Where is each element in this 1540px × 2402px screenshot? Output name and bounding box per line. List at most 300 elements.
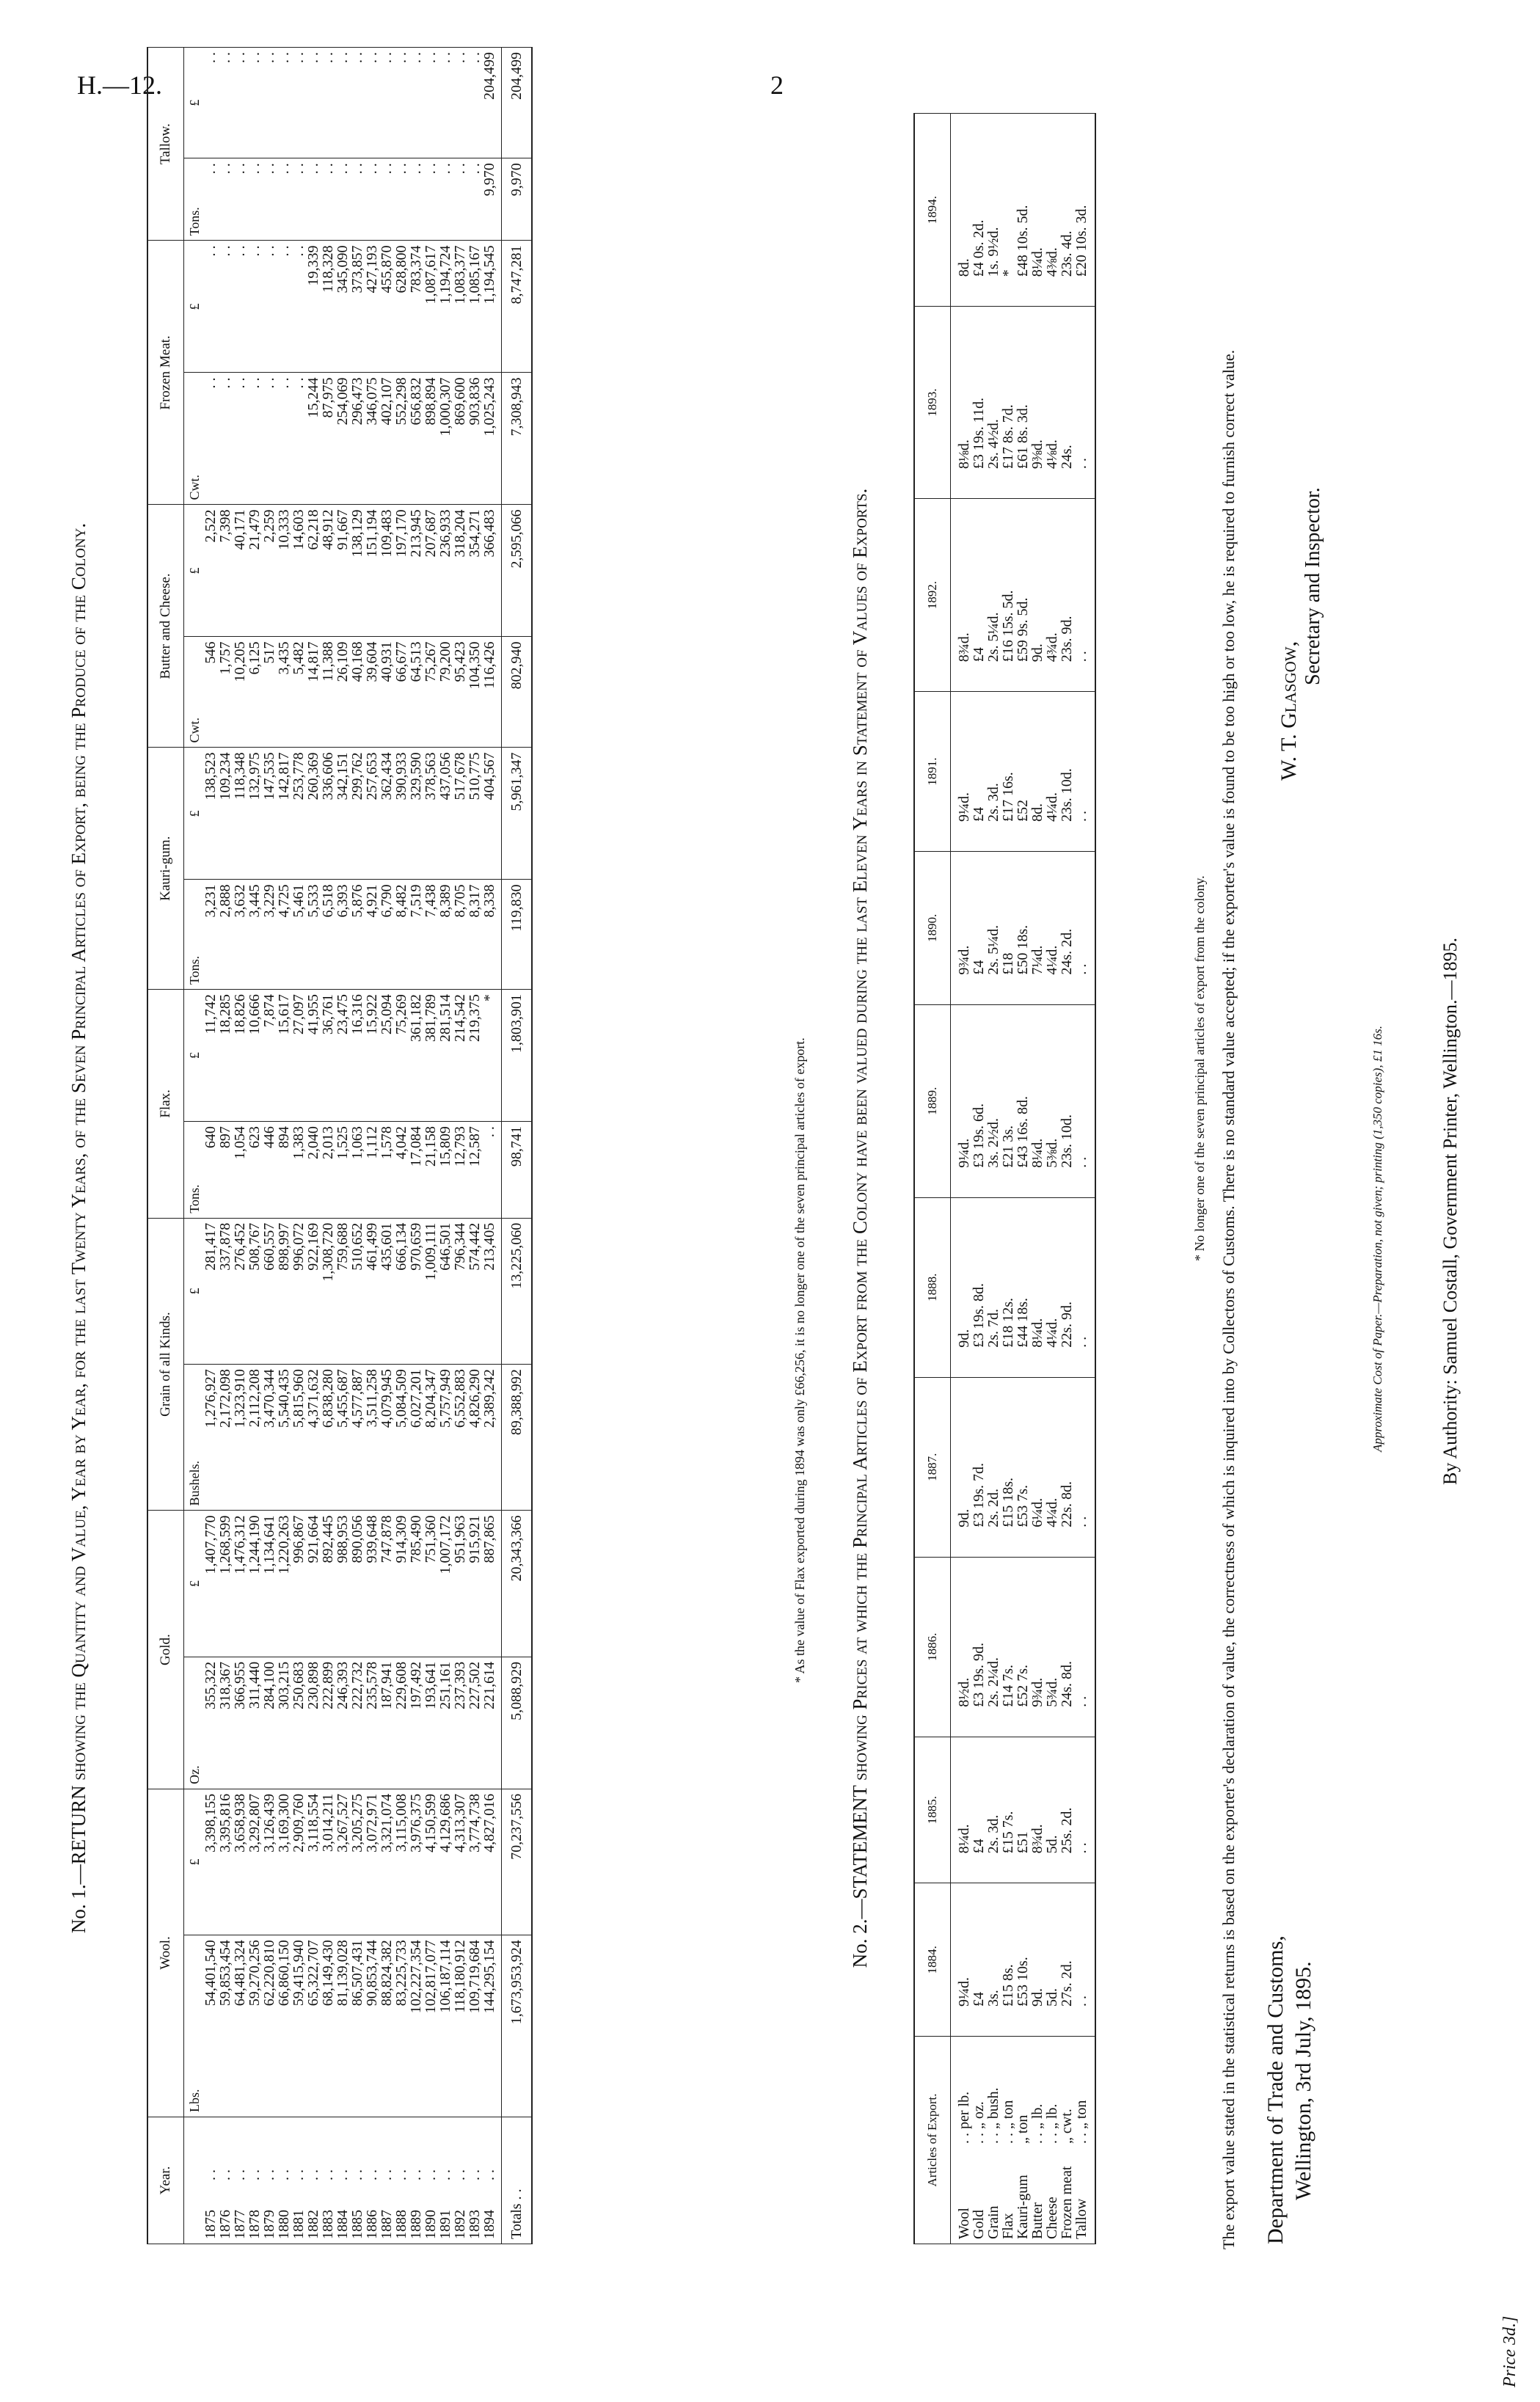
- totals-label: Totals . .: [502, 2117, 533, 2244]
- leader-dots: . .: [247, 2169, 263, 2180]
- year-value: 1886: [364, 2210, 380, 2239]
- article-name: Gold: [971, 2210, 987, 2239]
- price-cell: 3s.: [986, 1883, 1001, 2037]
- value-cell: 4,921: [365, 880, 379, 990]
- value-cell: . .: [247, 158, 262, 241]
- value-cell: 623: [247, 1122, 262, 1219]
- value-cell: 4,826,290: [467, 1365, 482, 1511]
- price-cell: £48 10s. 5d.: [1015, 114, 1030, 307]
- year-column-header: 1885.: [914, 1737, 951, 1883]
- article-name: Cheese: [1044, 2197, 1060, 2239]
- total-cell: 119,830: [502, 880, 533, 990]
- value-cell: 3,205,275: [350, 1789, 365, 1935]
- price-cell: £17 16s.: [1001, 692, 1015, 852]
- leader-dots: . .: [364, 2169, 380, 2180]
- value-cell: . .: [247, 241, 262, 373]
- department-block: [1262, 1935, 1318, 2244]
- leader-dots: . .: [305, 2169, 321, 2180]
- value-cell: 337,878: [218, 1218, 233, 1364]
- value-cell: 7,519: [409, 880, 423, 990]
- article-name: Wool: [956, 2208, 972, 2239]
- year-column-header: 1887.: [914, 1377, 951, 1557]
- gold-header: Gold.: [147, 1511, 184, 1789]
- article-cell: [951, 2037, 972, 2244]
- article-cell: [1059, 2037, 1074, 2244]
- value-cell: 5,455,687: [335, 1365, 350, 1511]
- value-cell: 898,894: [423, 373, 438, 505]
- value-cell: 1,194,545: [482, 241, 502, 373]
- price-cell: £3 19s. 7d.: [971, 1377, 986, 1557]
- value-cell: 988,953: [335, 1511, 350, 1657]
- unit-label: Bushels.: [184, 1365, 202, 1511]
- value-cell: . .: [321, 158, 335, 241]
- value-cell: 5,540,435: [277, 1365, 291, 1511]
- value-cell: 402,107: [379, 373, 394, 505]
- unit-label: £: [184, 1511, 202, 1657]
- table1-title: [66, 128, 91, 2329]
- year-header: Year.: [147, 2117, 184, 2244]
- value-cell: 12,793: [453, 1122, 467, 1219]
- value-cell: 1,054: [233, 1122, 247, 1219]
- value-cell: 404,567: [482, 748, 502, 880]
- article-cell: [1015, 2037, 1030, 2244]
- value-cell: 116,426: [482, 637, 502, 748]
- value-cell: 18,285: [218, 990, 233, 1122]
- value-cell: 106,187,114: [438, 1935, 453, 2117]
- unit-label: £: [184, 1789, 202, 1935]
- table1-footnote: * As the value of Flax exported during 1894 was only £66,256, it is no longer one of the seven principal articles of export.: [792, 1037, 807, 1683]
- value-cell: . .: [365, 158, 379, 241]
- value-cell: 4,129,686: [438, 1789, 453, 1935]
- total-cell: 98,741: [502, 1122, 533, 1219]
- article-unit: . . „ ton: [1000, 2100, 1016, 2144]
- value-cell: 552,298: [394, 373, 409, 505]
- table1-units-row: [184, 48, 202, 2244]
- article-unit: . . „ lb.: [1029, 2103, 1045, 2144]
- value-cell: 251,161: [438, 1657, 453, 1789]
- value-cell: 40,171: [233, 505, 247, 637]
- value-cell: 1,007,172: [438, 1511, 453, 1657]
- leader-dots: . .: [349, 2169, 365, 2180]
- value-cell: 197,170: [394, 505, 409, 637]
- value-cell: 336,606: [321, 748, 335, 880]
- tallow-header: Tallow.: [147, 48, 184, 241]
- value-cell: 2,112,208: [247, 1365, 262, 1511]
- value-cell: 109,719,684: [467, 1935, 482, 2117]
- price-label: Price 3d.]: [1500, 2315, 1519, 2387]
- price-cell: 5¾d.: [1045, 1557, 1059, 1737]
- year-cell: [482, 2117, 502, 2244]
- total-cell: 70,237,556: [502, 1789, 533, 1935]
- value-cell: 104,350: [467, 637, 482, 748]
- value-cell: . .: [482, 1122, 502, 1219]
- table1: [147, 47, 533, 2244]
- value-cell: . .: [247, 373, 262, 505]
- value-cell: 16,316: [350, 990, 365, 1122]
- value-cell: 3,126,439: [262, 1789, 277, 1935]
- price-cell: £52: [1015, 692, 1030, 852]
- year-cell: [247, 2117, 262, 2244]
- price-cell: 8¼d.: [951, 1737, 972, 1883]
- value-cell: 1,220,263: [277, 1511, 291, 1657]
- value-cell: 1,112: [365, 1122, 379, 1219]
- price-cell: £4: [971, 1737, 986, 1883]
- value-cell: 250,683: [291, 1657, 306, 1789]
- value-cell: 219,375: [467, 990, 482, 1122]
- value-cell: 66,860,150: [277, 1935, 291, 2117]
- value-cell: . .: [291, 48, 306, 158]
- year-column-header: 1889.: [914, 1004, 951, 1197]
- year-cell: [291, 2117, 306, 2244]
- price-cell: £3 19s. 6d.: [971, 1004, 986, 1197]
- value-cell: 517,678: [453, 748, 467, 880]
- price-cell: 2s. 2¼d.: [986, 1557, 1001, 1737]
- value-cell: 66,677: [394, 637, 409, 748]
- value-cell: 221,614: [482, 1657, 502, 1789]
- value-cell: . .: [277, 241, 291, 373]
- article-unit: . . per lb.: [956, 2091, 972, 2144]
- value-cell: . .: [291, 241, 306, 373]
- value-cell: 1,087,617: [423, 241, 438, 373]
- value-cell: 222,899: [321, 1657, 335, 1789]
- value-cell: 109,234: [218, 748, 233, 880]
- table-row: [379, 48, 394, 2244]
- value-cell: . .: [291, 158, 306, 241]
- value-cell: 785,490: [409, 1511, 423, 1657]
- value-cell: . .: [321, 48, 335, 158]
- value-cell: 3,435: [277, 637, 291, 748]
- value-cell: 437,056: [438, 748, 453, 880]
- value-cell: 311,440: [247, 1657, 262, 1789]
- year-cell: [350, 2117, 365, 2244]
- cost-note: Approximate Cost of Paper.—Preparation, not given; printing (1,350 copies), £1 16s.: [1371, 1026, 1384, 1452]
- value-cell: 6,393: [335, 880, 350, 990]
- year-value: 1884: [335, 2210, 351, 2239]
- value-cell: 3,292,807: [247, 1789, 262, 1935]
- signatory-title: Secretary and Inspector.: [1302, 487, 1324, 685]
- value-cell: 6,518: [321, 880, 335, 990]
- table-row: [262, 48, 277, 2244]
- price-cell: 9d.: [1030, 1883, 1045, 2037]
- year-cell: [277, 2117, 291, 2244]
- price-cell: . .: [1074, 1557, 1095, 1737]
- year-value: 1875: [202, 2210, 219, 2239]
- value-cell: 26,109: [335, 637, 350, 748]
- price-cell: *: [1001, 114, 1015, 307]
- value-cell: 783,374: [409, 241, 423, 373]
- price-cell: 5⅜d.: [1045, 1004, 1059, 1197]
- value-cell: 2,389,242: [482, 1365, 502, 1511]
- value-cell: 3,632: [233, 880, 247, 990]
- value-cell: 40,168: [350, 637, 365, 748]
- value-cell: . .: [467, 48, 482, 158]
- article-cell: [1074, 2037, 1095, 2244]
- value-cell: 253,778: [291, 748, 306, 880]
- value-cell: 81,139,028: [335, 1935, 350, 2117]
- article-name: Grain: [985, 2205, 1001, 2239]
- value-cell: 284,100: [262, 1657, 277, 1789]
- value-cell: 3,470,344: [262, 1365, 277, 1511]
- price-cell: . .: [1074, 692, 1095, 852]
- table-row: [350, 48, 365, 2244]
- table-row: [1045, 114, 1059, 2244]
- value-cell: 914,309: [394, 1511, 409, 1657]
- price-cell: £4: [971, 851, 986, 1004]
- value-cell: . .: [233, 241, 247, 373]
- price-cell: £3 19s. 11d.: [971, 307, 986, 499]
- price-cell: £16 15s. 5d.: [1001, 499, 1015, 692]
- price-cell: 4¼d.: [1045, 1197, 1059, 1377]
- value-cell: 427,193: [365, 241, 379, 373]
- value-cell: 235,578: [365, 1657, 379, 1789]
- table-row: [971, 114, 986, 2244]
- value-cell: 11,742: [202, 990, 218, 1122]
- price-cell: 22s. 8d.: [1059, 1377, 1074, 1557]
- year-value: 1892: [452, 2210, 468, 2239]
- price-cell: £53 7s.: [1015, 1377, 1030, 1557]
- value-cell: 574,442: [467, 1218, 482, 1364]
- price-cell: £18: [1001, 851, 1015, 1004]
- value-cell: 3,658,938: [233, 1789, 247, 1935]
- value-cell: 18,826: [233, 990, 247, 1122]
- value-cell: 378,563: [423, 748, 438, 880]
- article-cell: [986, 2037, 1001, 2244]
- value-cell: 187,941: [379, 1657, 394, 1789]
- value-cell: 390,933: [394, 748, 409, 880]
- value-cell: 1,085,167: [467, 241, 482, 373]
- value-cell: 3,072,971: [365, 1789, 379, 1935]
- price-cell: . .: [1074, 1197, 1095, 1377]
- value-cell: 4,042: [394, 1122, 409, 1219]
- value-cell: 892,445: [321, 1511, 335, 1657]
- price-cell: £50 18s.: [1015, 851, 1030, 1004]
- value-cell: 3,321,074: [379, 1789, 394, 1935]
- unit-label: £: [184, 1218, 202, 1364]
- value-cell: 510,775: [467, 748, 482, 880]
- leader-dots: . .: [217, 2169, 233, 2180]
- value-cell: 3,511,258: [365, 1365, 379, 1511]
- value-cell: 25,094: [379, 990, 394, 1122]
- value-cell: 656,832: [409, 373, 423, 505]
- value-cell: 19,339: [306, 241, 321, 373]
- price-cell: 25s. 2d.: [1059, 1737, 1074, 1883]
- table-row: [365, 48, 379, 2244]
- value-cell: 109,483: [379, 505, 394, 637]
- price-cell: 2s. 5¼d.: [986, 499, 1001, 692]
- value-cell: 15,617: [277, 990, 291, 1122]
- year-column-header: 1884.: [914, 1883, 951, 2037]
- year-value: 1889: [408, 2210, 424, 2239]
- value-cell: 4,725: [277, 880, 291, 990]
- value-cell: 64,513: [409, 637, 423, 748]
- value-cell: 666,134: [394, 1218, 409, 1364]
- signatory-name: W. T. Glasgow,: [1277, 640, 1301, 781]
- value-cell: 75,269: [394, 990, 409, 1122]
- value-cell: . .: [218, 373, 233, 505]
- value-cell: 6,027,201: [409, 1365, 423, 1511]
- value-cell: . .: [409, 158, 423, 241]
- value-cell: 138,523: [202, 748, 218, 880]
- value-cell: 3,014,211: [321, 1789, 335, 1935]
- price-cell: £20 10s. 3d.: [1074, 114, 1095, 307]
- value-cell: . .: [247, 48, 262, 158]
- value-cell: 1,063: [350, 1122, 365, 1219]
- value-cell: . .: [335, 48, 350, 158]
- value-cell: 366,483: [482, 505, 502, 637]
- value-cell: 62,218: [306, 505, 321, 637]
- table-row: [438, 48, 453, 2244]
- value-cell: 4,827,016: [482, 1789, 502, 1935]
- value-cell: 3,231: [202, 880, 218, 990]
- unit-label: Tons.: [184, 158, 202, 241]
- year-column-header: 1891.: [914, 692, 951, 852]
- value-cell: 897: [218, 1122, 233, 1219]
- price-cell: £3 19s. 8d.: [971, 1197, 986, 1377]
- value-cell: 345,090: [335, 241, 350, 373]
- value-cell: . .: [202, 48, 218, 158]
- total-cell: 7,308,943: [502, 373, 533, 505]
- article-name: Flax: [1000, 2213, 1016, 2239]
- value-cell: 1,308,720: [321, 1218, 335, 1364]
- article-cell: [1001, 2037, 1015, 2244]
- price-cell: 5d.: [1045, 1883, 1059, 2037]
- value-cell: . .: [262, 241, 277, 373]
- price-cell: 5d.: [1045, 1737, 1059, 1883]
- price-cell: 8d.: [951, 114, 972, 307]
- year-cell: [321, 2117, 335, 2244]
- value-cell: . .: [453, 158, 467, 241]
- value-cell: 54,401,540: [202, 1935, 218, 2117]
- total-cell: 2,595,066: [502, 505, 533, 637]
- unit-label: £: [184, 748, 202, 880]
- value-cell: 276,452: [233, 1218, 247, 1364]
- value-cell: 435,601: [379, 1218, 394, 1364]
- value-cell: 213,945: [409, 505, 423, 637]
- value-cell: 1,194,724: [438, 241, 453, 373]
- price-cell: . .: [1074, 1883, 1095, 2037]
- year-cell: [233, 2117, 247, 2244]
- value-cell: 939,648: [365, 1511, 379, 1657]
- value-cell: . .: [218, 241, 233, 373]
- value-cell: 237,393: [453, 1657, 467, 1789]
- article-cell: [1045, 2037, 1059, 2244]
- value-cell: . .: [233, 48, 247, 158]
- value-cell: 151,194: [365, 505, 379, 637]
- value-cell: 5,533: [306, 880, 321, 990]
- value-cell: 922,169: [306, 1218, 321, 1364]
- table-row: [467, 48, 482, 2244]
- value-cell: . .: [233, 373, 247, 505]
- leader-dots: . .: [202, 2169, 219, 2180]
- value-cell: 3,398,155: [202, 1789, 218, 1935]
- value-cell: 65,322,707: [306, 1935, 321, 2117]
- price-cell: 3s. 2½d.: [986, 1004, 1001, 1197]
- year-value: 1888: [393, 2210, 409, 2239]
- price-cell: . .: [1074, 1737, 1095, 1883]
- year-value: 1893: [467, 2210, 483, 2239]
- value-cell: 41,955: [306, 990, 321, 1122]
- price-cell: . .: [1074, 851, 1095, 1004]
- value-cell: 640: [202, 1122, 218, 1219]
- leader-dots: . .: [291, 2169, 307, 2180]
- table-row: [321, 48, 335, 2244]
- value-cell: 4,371,632: [306, 1365, 321, 1511]
- year-value: 1885: [349, 2210, 365, 2239]
- value-cell: 5,876: [350, 880, 365, 990]
- total-cell: 5,961,347: [502, 748, 533, 880]
- value-cell: 996,072: [291, 1218, 306, 1364]
- value-cell: 6,125: [247, 637, 262, 748]
- year-cell: [409, 2117, 423, 2244]
- year-value: 1894: [481, 2210, 497, 2239]
- page-number: 2: [770, 70, 784, 100]
- value-cell: 15,244: [306, 373, 321, 505]
- value-cell: . .: [262, 48, 277, 158]
- value-cell: 213,405: [482, 1218, 502, 1364]
- value-cell: 7,438: [423, 880, 438, 990]
- value-cell: . .: [350, 158, 365, 241]
- value-cell: 8,389: [438, 880, 453, 990]
- price-cell: £52 7s.: [1015, 1557, 1030, 1737]
- value-cell: . .: [277, 373, 291, 505]
- price-cell: . .: [1074, 307, 1095, 499]
- value-cell: 147,535: [262, 748, 277, 880]
- grain-header: Grain of all Kinds.: [147, 1218, 184, 1511]
- value-cell: 546: [202, 637, 218, 748]
- value-cell: 40,931: [379, 637, 394, 748]
- year-value: 1883: [320, 2210, 336, 2239]
- price-cell: 4¾d.: [1045, 499, 1059, 692]
- year-value: 1876: [217, 2210, 233, 2239]
- article-unit: . . „ oz.: [971, 2101, 987, 2144]
- value-cell: 1,476,312: [233, 1511, 247, 1657]
- value-cell: 91,667: [335, 505, 350, 637]
- value-cell: 68,149,430: [321, 1935, 335, 2117]
- value-cell: . .: [438, 48, 453, 158]
- value-cell: 887,865: [482, 1511, 502, 1657]
- value-cell: 759,688: [335, 1218, 350, 1364]
- table-row: [951, 114, 972, 2244]
- table-row: [1074, 114, 1095, 2244]
- year-cell: [438, 2117, 453, 2244]
- article-unit: „ ton: [1015, 2114, 1031, 2144]
- value-cell: 1,000,307: [438, 373, 453, 505]
- article-name: Kauri-gum: [1015, 2175, 1031, 2239]
- butter-cheese-header: Butter and Cheese.: [147, 505, 184, 748]
- value-cell: 3,976,375: [409, 1789, 423, 1935]
- value-cell: 1,134,641: [262, 1511, 277, 1657]
- price-cell: 24s. 2d.: [1059, 851, 1074, 1004]
- price-cell: £4: [971, 692, 986, 852]
- price-cell: £51: [1015, 1737, 1030, 1883]
- value-cell: 921,664: [306, 1511, 321, 1657]
- table-row: [306, 48, 321, 2244]
- table-row: [482, 48, 502, 2244]
- table-row: [218, 48, 233, 2244]
- value-cell: 915,921: [467, 1511, 482, 1657]
- year-column-header: 1894.: [914, 114, 951, 307]
- value-cell: 6,552,883: [453, 1365, 467, 1511]
- value-cell: 970,659: [409, 1218, 423, 1364]
- value-cell: . .: [350, 48, 365, 158]
- value-cell: 48,912: [321, 505, 335, 637]
- value-cell: 23,475: [335, 990, 350, 1122]
- value-cell: 951,963: [453, 1511, 467, 1657]
- wool-header: Wool.: [147, 1789, 184, 2117]
- value-cell: 5,757,949: [438, 1365, 453, 1511]
- value-cell: 193,641: [423, 1657, 438, 1789]
- year-cell: [379, 2117, 394, 2244]
